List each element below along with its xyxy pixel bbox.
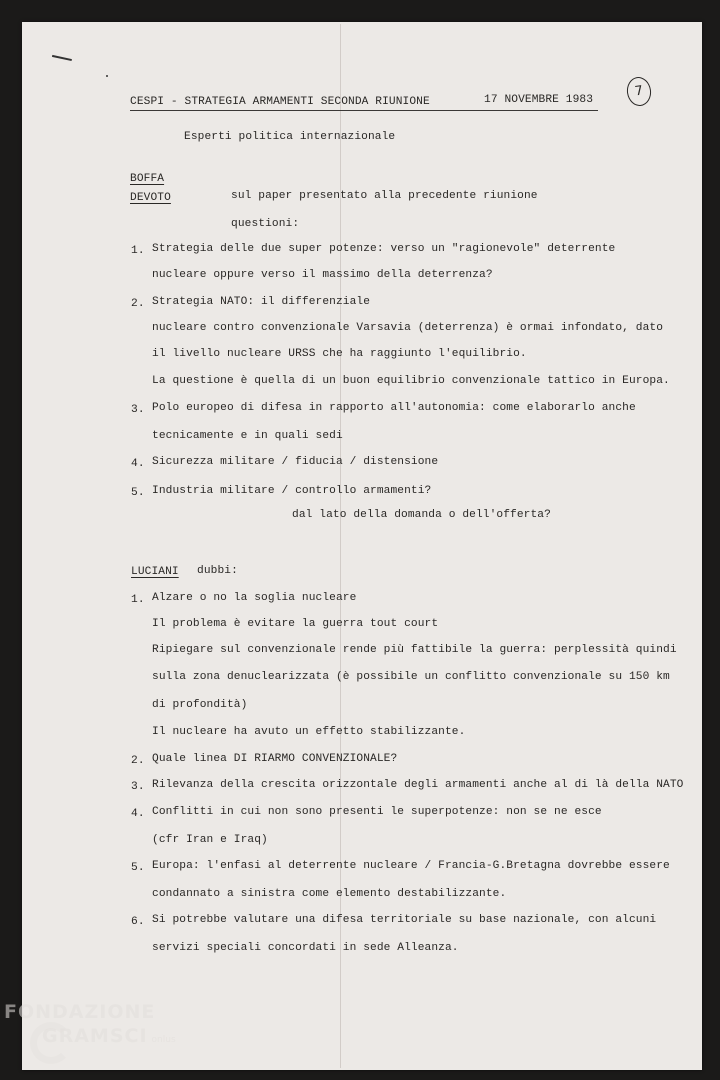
devoto-questions-label: questioni:	[231, 218, 300, 230]
item-line: Strategia delle due super potenze: verso un "ragionevole" deterrente	[152, 243, 616, 255]
item-line: Europa: l'enfasi al deterrente nucleare / Francia-G.Bretagna dovrebbe essere	[152, 860, 670, 872]
item-line: Quale linea DI RIARMO CONVENZIONALE?	[152, 753, 398, 765]
item-line: Il nucleare ha avuto un effetto stabilizzante.	[152, 726, 466, 738]
item-line: Sicurezza militare / fiducia / distensione	[152, 456, 439, 468]
item-line: Alzare o no la soglia nucleare	[152, 592, 357, 604]
item-line: nucleare contro convenzionale Varsavia (deterrenza) è ormai infondato, dato	[152, 322, 664, 334]
luciani-label: dubbi:	[197, 565, 238, 577]
item-line: Il problema è evitare la guerra tout court	[152, 618, 439, 630]
speaker-boffa: BOFFA	[130, 173, 165, 185]
header-date: 17 NOVEMBRE 1983	[484, 94, 594, 106]
item-line: dal lato della domanda o dell'offerta?	[292, 509, 551, 521]
item-line: servizi speciali concordati in sede Alleanza.	[152, 942, 459, 954]
subtitle: Esperti politica internazionale	[184, 131, 396, 143]
document-page	[22, 22, 702, 1070]
header-underline	[130, 110, 598, 111]
item-line: tecnicamente e in quali sedi	[152, 430, 343, 442]
item-number: 4.	[131, 458, 145, 470]
speaker-luciani: LUCIANI	[131, 566, 179, 578]
item-number: 1.	[131, 245, 145, 257]
watermark-sub: onlus	[151, 1035, 176, 1045]
item-line: (cfr Iran e Iraq)	[152, 834, 268, 846]
item-line: Ripiegare sul convenzionale rende più fattibile la guerra: perplessità quindi	[152, 644, 677, 656]
page-fold-line	[340, 24, 341, 1068]
page-number: 7	[625, 75, 653, 107]
item-line: il livello nucleare URSS che ha raggiunto l'equilibrio.	[152, 348, 527, 360]
speaker-devoto: DEVOTO	[130, 192, 171, 204]
item-line: nucleare oppure verso il massimo della deterrenza?	[152, 269, 493, 281]
devoto-intro: sul paper presentato alla precedente riunione	[231, 190, 538, 202]
item-number: 2.	[131, 755, 145, 767]
item-line: Si potrebbe valutare una difesa territoriale su base nazionale, con alcuni	[152, 914, 657, 926]
item-line: Industria militare / controllo armamenti?	[152, 485, 432, 497]
item-line: La questione è quella di un buon equilibrio convenzionale tattico in Europa.	[152, 375, 670, 387]
header-title: CESPI - STRATEGIA ARMAMENTI SECONDA RIUNIONE	[130, 96, 430, 108]
item-number: 2.	[131, 298, 145, 310]
item-number: 5.	[131, 862, 145, 874]
item-line: Strategia NATO: il differenziale	[152, 296, 371, 308]
item-number: 5.	[131, 487, 145, 499]
watermark-logo	[4, 1000, 176, 1052]
item-line: sulla zona denuclearizzata (è possibile un conflitto convenzionale su 150 km	[152, 671, 670, 683]
item-number: 4.	[131, 808, 145, 820]
item-line: condannato a sinistra come elemento destabilizzante.	[152, 888, 507, 900]
item-line: Rilevanza della crescita orizzontale degli armamenti anche al di là della NATO	[152, 779, 684, 791]
item-line: Polo europeo di difesa in rapporto all'autonomia: come elaborarlo anche	[152, 402, 636, 414]
item-number: 1.	[131, 594, 145, 606]
item-line: di profondità)	[152, 699, 248, 711]
item-number: 3.	[131, 781, 145, 793]
pen-dot	[106, 75, 108, 77]
item-number: 3.	[131, 404, 145, 416]
watermark-line2: GRAMSCI	[42, 1025, 148, 1047]
item-number: 6.	[131, 916, 145, 928]
watermark-line1: FONDAZIONE	[4, 1001, 156, 1023]
item-line: Conflitti in cui non sono presenti le superpotenze: non se ne esce	[152, 806, 602, 818]
